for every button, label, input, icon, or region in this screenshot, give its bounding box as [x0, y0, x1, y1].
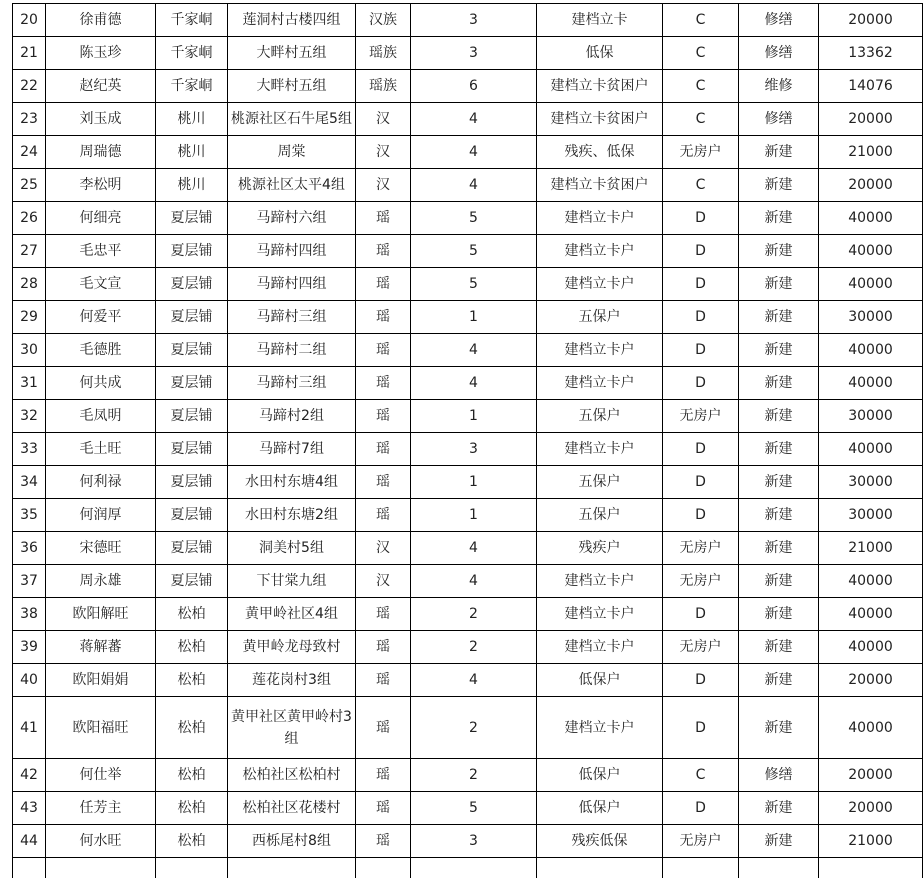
cell-household-size: 3 [411, 433, 537, 466]
cell-house-grade: 无房户 [663, 136, 739, 169]
cell-ethnicity: 瑶 [356, 301, 411, 334]
cell-construction-type: 修缮 [739, 759, 819, 792]
table-row-partial [13, 858, 923, 878]
cell-subsidy-amount: 40000 [819, 334, 923, 367]
cell-house-grade: C [663, 37, 739, 70]
cell-ethnicity: 瑶 [356, 202, 411, 235]
cell-town: 夏层铺 [156, 334, 228, 367]
cell-household-size: 5 [411, 235, 537, 268]
cell-household-size: 1 [411, 400, 537, 433]
cell-ethnicity: 瑶 [356, 759, 411, 792]
cell-address: 马蹄村2组 [228, 400, 356, 433]
cell-name: 毛文宣 [46, 268, 156, 301]
cell-name: 宋德旺 [46, 532, 156, 565]
cell-construction-type: 新建 [739, 433, 819, 466]
cell-row-number: 40 [13, 664, 46, 697]
cell-ethnicity: 瑶 [356, 268, 411, 301]
cell-address: 松柏社区花楼村 [228, 792, 356, 825]
cell-house-grade: D [663, 664, 739, 697]
cell-name: 何润厚 [46, 499, 156, 532]
cell-row-number: 27 [13, 235, 46, 268]
cell-construction-type: 新建 [739, 235, 819, 268]
cell-address: 洞美村5组 [228, 532, 356, 565]
table-row [13, 631, 923, 664]
table-row [13, 759, 923, 792]
cell-name: 毛凤明 [46, 400, 156, 433]
cell-construction-type: 新建 [739, 301, 819, 334]
cell-town: 松柏 [156, 825, 228, 858]
cell-construction-type: 新建 [739, 825, 819, 858]
cell-name: 何共成 [46, 367, 156, 400]
cell-household-size: 4 [411, 169, 537, 202]
cell-construction-type: 新建 [739, 400, 819, 433]
cell-construction-type: 维修 [739, 70, 819, 103]
cell-town: 千家峒 [156, 37, 228, 70]
table-row [13, 433, 923, 466]
cell-subsidy-amount: 13362 [819, 37, 923, 70]
cell-house-grade: D [663, 499, 739, 532]
cell-category: 建档立卡户 [537, 631, 663, 664]
cell-house-grade: 无房户 [663, 400, 739, 433]
table-row [13, 825, 923, 858]
cell-row-number: 33 [13, 433, 46, 466]
table-row [13, 37, 923, 70]
cell-address: 桃源社区石牛尾5组 [228, 103, 356, 136]
cell-empty [739, 858, 819, 878]
cell-row-number: 24 [13, 136, 46, 169]
table-row [13, 598, 923, 631]
cell-name: 蒋解蕃 [46, 631, 156, 664]
cell-ethnicity: 汉 [356, 136, 411, 169]
cell-town: 千家峒 [156, 4, 228, 37]
cell-empty [156, 858, 228, 878]
cell-subsidy-amount: 40000 [819, 235, 923, 268]
cell-construction-type: 新建 [739, 466, 819, 499]
cell-empty [13, 858, 46, 878]
table-row [13, 532, 923, 565]
cell-house-grade: D [663, 697, 739, 759]
cell-category: 低保户 [537, 792, 663, 825]
cell-town: 夏层铺 [156, 367, 228, 400]
cell-household-size: 3 [411, 825, 537, 858]
cell-ethnicity: 瑶 [356, 400, 411, 433]
cell-row-number: 32 [13, 400, 46, 433]
cell-empty [663, 858, 739, 878]
cell-house-grade: D [663, 466, 739, 499]
cell-empty [537, 858, 663, 878]
cell-address: 马蹄村7组 [228, 433, 356, 466]
cell-household-size: 2 [411, 631, 537, 664]
cell-category: 建档立卡贫困户 [537, 70, 663, 103]
cell-category: 建档立卡户 [537, 598, 663, 631]
cell-category: 五保户 [537, 400, 663, 433]
cell-subsidy-amount: 21000 [819, 825, 923, 858]
cell-town: 千家峒 [156, 70, 228, 103]
cell-town: 夏层铺 [156, 301, 228, 334]
cell-construction-type: 新建 [739, 169, 819, 202]
cell-row-number: 29 [13, 301, 46, 334]
table-row [13, 466, 923, 499]
cell-ethnicity: 瑶 [356, 664, 411, 697]
cell-ethnicity: 瑶 [356, 466, 411, 499]
housing-subsidy-table [12, 3, 923, 878]
cell-town: 松柏 [156, 664, 228, 697]
cell-town: 夏层铺 [156, 565, 228, 598]
cell-town: 夏层铺 [156, 400, 228, 433]
cell-category: 残疾户 [537, 532, 663, 565]
cell-town: 松柏 [156, 598, 228, 631]
cell-row-number: 38 [13, 598, 46, 631]
cell-construction-type: 新建 [739, 202, 819, 235]
cell-subsidy-amount: 40000 [819, 565, 923, 598]
cell-household-size: 4 [411, 367, 537, 400]
cell-house-grade: 无房户 [663, 631, 739, 664]
cell-town: 夏层铺 [156, 532, 228, 565]
cell-ethnicity: 汉族 [356, 4, 411, 37]
table-row [13, 235, 923, 268]
cell-construction-type: 新建 [739, 367, 819, 400]
cell-construction-type: 新建 [739, 697, 819, 759]
cell-name: 欧阳福旺 [46, 697, 156, 759]
cell-name: 欧阳娟娟 [46, 664, 156, 697]
table-row [13, 792, 923, 825]
cell-row-number: 21 [13, 37, 46, 70]
cell-category: 五保户 [537, 301, 663, 334]
cell-subsidy-amount: 20000 [819, 792, 923, 825]
cell-empty [411, 858, 537, 878]
cell-subsidy-amount: 40000 [819, 367, 923, 400]
table-row [13, 301, 923, 334]
cell-subsidy-amount: 21000 [819, 136, 923, 169]
cell-construction-type: 新建 [739, 792, 819, 825]
cell-household-size: 2 [411, 697, 537, 759]
cell-construction-type: 修缮 [739, 37, 819, 70]
cell-town: 夏层铺 [156, 433, 228, 466]
cell-category: 建档立卡贫困户 [537, 103, 663, 136]
table-body [13, 4, 923, 878]
table-row [13, 103, 923, 136]
cell-subsidy-amount: 40000 [819, 697, 923, 759]
cell-house-grade: D [663, 301, 739, 334]
cell-address: 马蹄村三组 [228, 301, 356, 334]
cell-empty [46, 858, 156, 878]
cell-town: 桃川 [156, 169, 228, 202]
cell-name: 何仕举 [46, 759, 156, 792]
cell-house-grade: 无房户 [663, 825, 739, 858]
cell-house-grade: D [663, 598, 739, 631]
cell-address: 西栎尾村8组 [228, 825, 356, 858]
cell-construction-type: 新建 [739, 598, 819, 631]
cell-category: 建档立卡户 [537, 235, 663, 268]
cell-category: 建档立卡户 [537, 367, 663, 400]
cell-name: 何爱平 [46, 301, 156, 334]
cell-category: 建档立卡户 [537, 268, 663, 301]
cell-house-grade: C [663, 103, 739, 136]
cell-house-grade: D [663, 202, 739, 235]
cell-category: 残疾、低保 [537, 136, 663, 169]
cell-category: 低保户 [537, 759, 663, 792]
cell-row-number: 23 [13, 103, 46, 136]
cell-house-grade: 无房户 [663, 532, 739, 565]
cell-house-grade: D [663, 334, 739, 367]
table-row [13, 202, 923, 235]
cell-town: 松柏 [156, 631, 228, 664]
cell-house-grade: C [663, 4, 739, 37]
cell-name: 欧阳解旺 [46, 598, 156, 631]
table-row [13, 664, 923, 697]
cell-row-number: 25 [13, 169, 46, 202]
cell-row-number: 36 [13, 532, 46, 565]
cell-house-grade: D [663, 792, 739, 825]
cell-category: 建档立卡户 [537, 433, 663, 466]
cell-subsidy-amount: 40000 [819, 598, 923, 631]
cell-subsidy-amount: 21000 [819, 532, 923, 565]
cell-category: 建档立卡户 [537, 202, 663, 235]
cell-address: 莲洞村古楼四组 [228, 4, 356, 37]
cell-house-grade: D [663, 367, 739, 400]
cell-ethnicity: 瑶 [356, 367, 411, 400]
cell-subsidy-amount: 30000 [819, 499, 923, 532]
cell-house-grade: C [663, 70, 739, 103]
cell-row-number: 37 [13, 565, 46, 598]
cell-subsidy-amount: 30000 [819, 301, 923, 334]
cell-ethnicity: 瑶 [356, 697, 411, 759]
cell-name: 李松明 [46, 169, 156, 202]
cell-row-number: 20 [13, 4, 46, 37]
cell-address: 松柏社区松柏村 [228, 759, 356, 792]
cell-name: 陈玉珍 [46, 37, 156, 70]
cell-category: 建档立卡户 [537, 697, 663, 759]
cell-address: 桃源社区太平4组 [228, 169, 356, 202]
table-row [13, 565, 923, 598]
cell-empty [228, 858, 356, 878]
table-row [13, 367, 923, 400]
cell-row-number: 41 [13, 697, 46, 759]
cell-house-grade: C [663, 759, 739, 792]
cell-ethnicity: 汉 [356, 103, 411, 136]
cell-empty [356, 858, 411, 878]
cell-address: 马蹄村四组 [228, 235, 356, 268]
cell-house-grade: D [663, 268, 739, 301]
cell-subsidy-amount: 20000 [819, 759, 923, 792]
cell-address: 马蹄村四组 [228, 268, 356, 301]
table-row [13, 70, 923, 103]
cell-household-size: 5 [411, 268, 537, 301]
cell-construction-type: 新建 [739, 664, 819, 697]
cell-household-size: 4 [411, 664, 537, 697]
cell-name: 周永雄 [46, 565, 156, 598]
cell-address: 下甘棠九组 [228, 565, 356, 598]
cell-household-size: 1 [411, 466, 537, 499]
cell-address: 马蹄村二组 [228, 334, 356, 367]
cell-empty [819, 858, 923, 878]
cell-household-size: 2 [411, 759, 537, 792]
cell-ethnicity: 瑶 [356, 499, 411, 532]
cell-address: 黄甲岭社区4组 [228, 598, 356, 631]
cell-town: 松柏 [156, 759, 228, 792]
cell-name: 何细亮 [46, 202, 156, 235]
table-row [13, 268, 923, 301]
table-row [13, 697, 923, 759]
cell-category: 低保户 [537, 664, 663, 697]
table-row [13, 400, 923, 433]
cell-address: 水田村东塘2组 [228, 499, 356, 532]
table-row [13, 499, 923, 532]
table-row [13, 136, 923, 169]
cell-subsidy-amount: 40000 [819, 202, 923, 235]
cell-construction-type: 修缮 [739, 4, 819, 37]
cell-town: 夏层铺 [156, 235, 228, 268]
cell-construction-type: 新建 [739, 136, 819, 169]
cell-household-size: 3 [411, 37, 537, 70]
cell-name: 何水旺 [46, 825, 156, 858]
cell-subsidy-amount: 40000 [819, 631, 923, 664]
cell-name: 刘玉成 [46, 103, 156, 136]
cell-category: 建档立卡户 [537, 565, 663, 598]
cell-ethnicity: 瑶 [356, 433, 411, 466]
cell-row-number: 42 [13, 759, 46, 792]
cell-household-size: 5 [411, 792, 537, 825]
table-row [13, 334, 923, 367]
cell-subsidy-amount: 40000 [819, 433, 923, 466]
cell-town: 桃川 [156, 103, 228, 136]
cell-house-grade: D [663, 235, 739, 268]
cell-household-size: 4 [411, 136, 537, 169]
cell-town: 松柏 [156, 697, 228, 759]
cell-household-size: 4 [411, 532, 537, 565]
cell-construction-type: 新建 [739, 334, 819, 367]
cell-name: 毛德胜 [46, 334, 156, 367]
cell-row-number: 35 [13, 499, 46, 532]
cell-address: 黄甲岭龙母致村 [228, 631, 356, 664]
cell-address: 大畔村五组 [228, 70, 356, 103]
cell-subsidy-amount: 30000 [819, 466, 923, 499]
cell-category: 五保户 [537, 466, 663, 499]
cell-construction-type: 修缮 [739, 103, 819, 136]
cell-town: 夏层铺 [156, 202, 228, 235]
cell-address: 马蹄村三组 [228, 367, 356, 400]
cell-town: 桃川 [156, 136, 228, 169]
cell-subsidy-amount: 14076 [819, 70, 923, 103]
cell-ethnicity: 汉 [356, 532, 411, 565]
cell-town: 夏层铺 [156, 499, 228, 532]
cell-row-number: 44 [13, 825, 46, 858]
cell-ethnicity: 汉 [356, 169, 411, 202]
cell-address: 马蹄村六组 [228, 202, 356, 235]
cell-row-number: 34 [13, 466, 46, 499]
cell-household-size: 4 [411, 565, 537, 598]
cell-household-size: 6 [411, 70, 537, 103]
cell-address: 莲花岗村3组 [228, 664, 356, 697]
cell-address: 黄甲社区黄甲岭村3组 [228, 697, 356, 759]
cell-row-number: 43 [13, 792, 46, 825]
cell-name: 周瑞德 [46, 136, 156, 169]
cell-ethnicity: 瑶 [356, 792, 411, 825]
cell-town: 夏层铺 [156, 466, 228, 499]
cell-subsidy-amount: 20000 [819, 664, 923, 697]
cell-subsidy-amount: 20000 [819, 4, 923, 37]
cell-town: 松柏 [156, 792, 228, 825]
cell-ethnicity: 瑶 [356, 598, 411, 631]
cell-subsidy-amount: 40000 [819, 268, 923, 301]
cell-row-number: 26 [13, 202, 46, 235]
table-row [13, 4, 923, 37]
cell-address: 水田村东塘4组 [228, 466, 356, 499]
cell-construction-type: 新建 [739, 532, 819, 565]
cell-ethnicity: 瑶族 [356, 37, 411, 70]
cell-category: 五保户 [537, 499, 663, 532]
cell-category: 建档立卡户 [537, 334, 663, 367]
cell-name: 毛土旺 [46, 433, 156, 466]
cell-household-size: 2 [411, 598, 537, 631]
cell-address: 大畔村五组 [228, 37, 356, 70]
cell-subsidy-amount: 30000 [819, 400, 923, 433]
cell-name: 何利禄 [46, 466, 156, 499]
cell-name: 毛忠平 [46, 235, 156, 268]
cell-household-size: 1 [411, 499, 537, 532]
cell-name: 徐甫德 [46, 4, 156, 37]
cell-category: 建档立卡 [537, 4, 663, 37]
cell-subsidy-amount: 20000 [819, 103, 923, 136]
cell-household-size: 4 [411, 334, 537, 367]
cell-ethnicity: 瑶族 [356, 70, 411, 103]
cell-construction-type: 新建 [739, 268, 819, 301]
cell-row-number: 39 [13, 631, 46, 664]
cell-row-number: 22 [13, 70, 46, 103]
cell-subsidy-amount: 20000 [819, 169, 923, 202]
cell-name: 任芳主 [46, 792, 156, 825]
cell-row-number: 30 [13, 334, 46, 367]
cell-ethnicity: 瑶 [356, 825, 411, 858]
table-row [13, 169, 923, 202]
cell-ethnicity: 瑶 [356, 334, 411, 367]
cell-house-grade: C [663, 169, 739, 202]
cell-household-size: 3 [411, 4, 537, 37]
cell-row-number: 31 [13, 367, 46, 400]
cell-name: 赵纪英 [46, 70, 156, 103]
cell-household-size: 4 [411, 103, 537, 136]
cell-construction-type: 新建 [739, 631, 819, 664]
cell-house-grade: 无房户 [663, 565, 739, 598]
cell-ethnicity: 汉 [356, 565, 411, 598]
cell-category: 建档立卡贫困户 [537, 169, 663, 202]
cell-address: 周棠 [228, 136, 356, 169]
cell-construction-type: 新建 [739, 499, 819, 532]
cell-household-size: 5 [411, 202, 537, 235]
cell-category: 低保 [537, 37, 663, 70]
cell-category: 残疾低保 [537, 825, 663, 858]
cell-household-size: 1 [411, 301, 537, 334]
cell-ethnicity: 瑶 [356, 235, 411, 268]
cell-construction-type: 新建 [739, 565, 819, 598]
cell-row-number: 28 [13, 268, 46, 301]
cell-ethnicity: 瑶 [356, 631, 411, 664]
cell-town: 夏层铺 [156, 268, 228, 301]
cell-house-grade: D [663, 433, 739, 466]
